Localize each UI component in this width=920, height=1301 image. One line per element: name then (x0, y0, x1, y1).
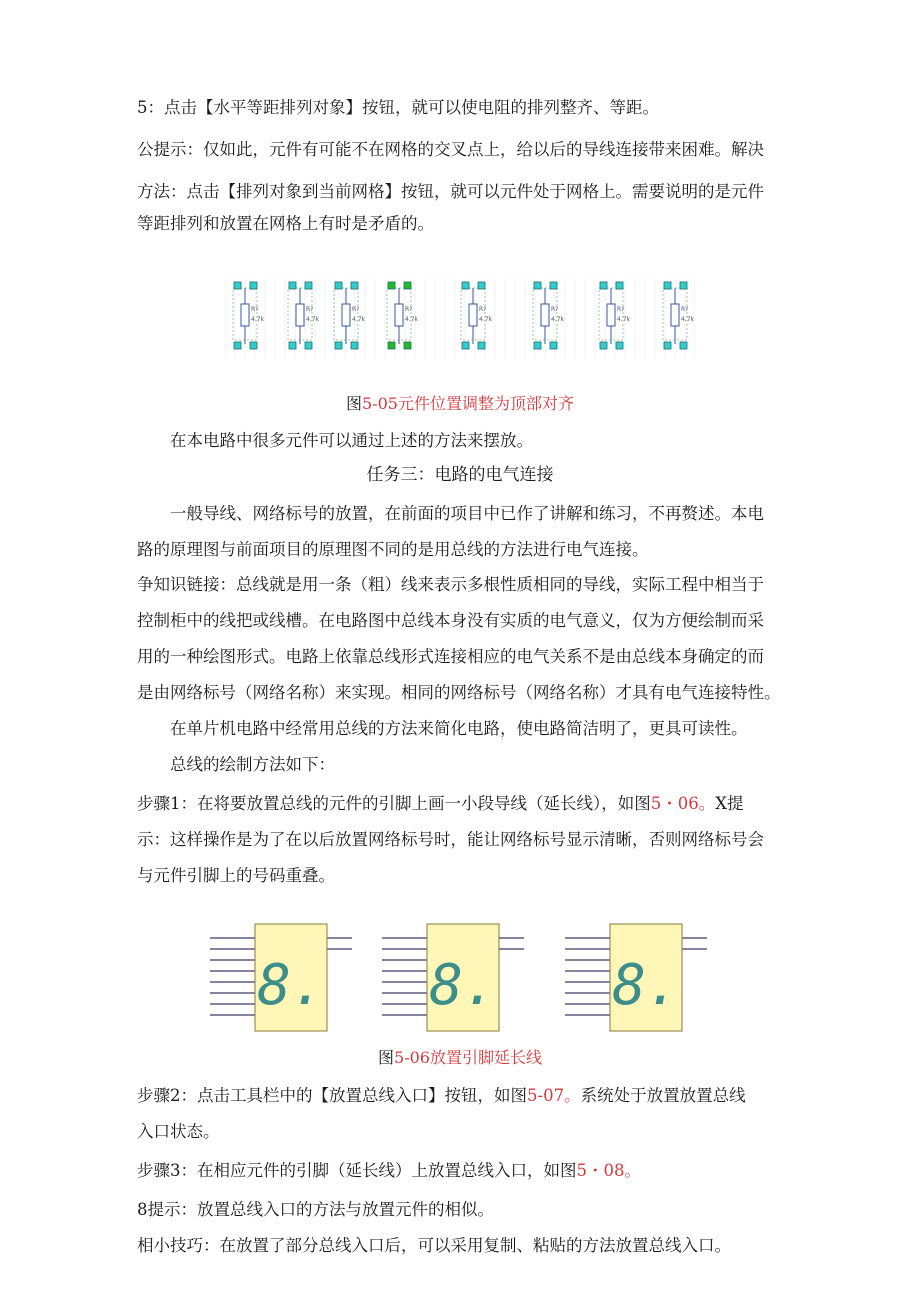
display-digit: 8. (612, 953, 680, 1018)
resistor-symbol (233, 282, 265, 349)
text-line: 公提示：仅如此，元件有可能不在网格的交叉点上，给以后的导线连接带来困难。解决 (137, 140, 764, 159)
resistor-value: 4.7k (352, 316, 366, 323)
text-line: 相小技巧：在放置了部分总线入口后，可以采用复制、粘贴的方法放置总线入口。 (137, 1236, 731, 1255)
text-line: 总线的绘制方法如下： (170, 755, 335, 774)
resistor-value: 4.7k (681, 316, 695, 323)
text-line: 一般导线、网络标号的放置，在前面的项目中已作了讲解和练习，不再赘述。本电 (170, 504, 764, 523)
text-line: 用的一种绘图形式。电路上依靠总线形式连接相应的电气关系不是由总线本身确定的而 (137, 647, 764, 666)
text-line: 方法：点击【排列对象到当前网格】按钮，就可以元件处于网格上。需要说明的是元件 (137, 182, 764, 201)
text-line: 入口状态。 (137, 1122, 220, 1141)
display-digit: 8. (429, 953, 497, 1018)
resistor-value: 4.7k (551, 316, 565, 323)
seven-segment-display (382, 924, 524, 1031)
resistor-symbol (533, 282, 565, 349)
resistor-designator: R? (681, 306, 689, 313)
text-line: 控制柜中的线把或线槽。在电路图中总线本身没有实质的电气意义，仅为方便绘制而采 (137, 611, 764, 630)
resistor-value: 4.7k (617, 316, 631, 323)
resistor-symbol (334, 282, 366, 349)
display-digit: 8. (257, 953, 325, 1018)
text-line: 步骤2：点击工具栏中的【放置总线入口】按钮，如图5-07。系统处于放置放置总线 (137, 1086, 746, 1105)
text-line: 步骤3：在相应元件的引脚（延长线）上放置总线入口，如图5・08。 (137, 1161, 641, 1180)
resistor-value: 4.7k (405, 316, 419, 323)
resistor-value: 4.7k (251, 316, 265, 323)
resistor-designator: R? (617, 306, 625, 313)
text-line: 争知识链接：总线就是用一条（粗）线来表示多根性质相同的导线，实际工程中相当于 (137, 575, 764, 594)
resistor-designator: R? (479, 306, 487, 313)
figure-caption: 图5-05元件位置调整为顶部对齐 (346, 394, 574, 413)
figure-5-05-resistors (225, 278, 695, 358)
text-line: 等距排列和放置在网格上有时是矛盾的。 (137, 214, 434, 233)
resistor-designator: R? (405, 306, 413, 313)
figure-caption: 图5-06放置引脚延长线 (378, 1048, 542, 1067)
text-line: 路的原理图与前面项目的原理图不同的是用总线的方法进行电气连接。 (137, 540, 649, 559)
text-line: 在本电路中很多元件可以通过上述的方法来摆放。 (170, 431, 533, 450)
text-line: 5：点击【水平等距排列对象】按钮，就可以使电阻的排列整齐、等距。 (137, 98, 659, 117)
resistor-value: 4.7k (306, 316, 320, 323)
seven-segment-display (565, 924, 707, 1031)
figure-5-06-displays (205, 920, 715, 1035)
resistor-symbol (461, 282, 493, 349)
resistor-designator: R? (306, 306, 314, 313)
text-line: 示：这样操作是为了在以后放置网络标号时，能让网络标号显示清晰，否则网络标号会 (137, 830, 764, 849)
seven-segment-display (210, 924, 352, 1031)
resistor-designator: R? (551, 306, 559, 313)
resistor-value: 4.7k (479, 316, 493, 323)
resistor-symbol (387, 282, 419, 349)
text-line: 是由网络标号（网络名称）来实现。相同的网络标号（网络名称）才具有电气连接特性。 (137, 683, 781, 702)
text-line: 与元件引脚上的号码重叠。 (137, 866, 335, 885)
resistor-designator: R? (251, 306, 259, 313)
text-line: 8提示：放置总线入口的方法与放置元件的相似。 (137, 1200, 494, 1219)
resistor-symbol (663, 282, 695, 349)
text-line: 步骤1：在将要放置总线的元件的引脚上画一小段导线（延长线），如图5・06。X提 (137, 794, 744, 813)
resistor-designator: R? (352, 306, 360, 313)
section-heading: 任务三：电路的电气连接 (366, 465, 554, 485)
text-line: 在单片机电路中经常用总线的方法来简化电路，使电路简洁明了，更具可读性。 (170, 719, 748, 738)
